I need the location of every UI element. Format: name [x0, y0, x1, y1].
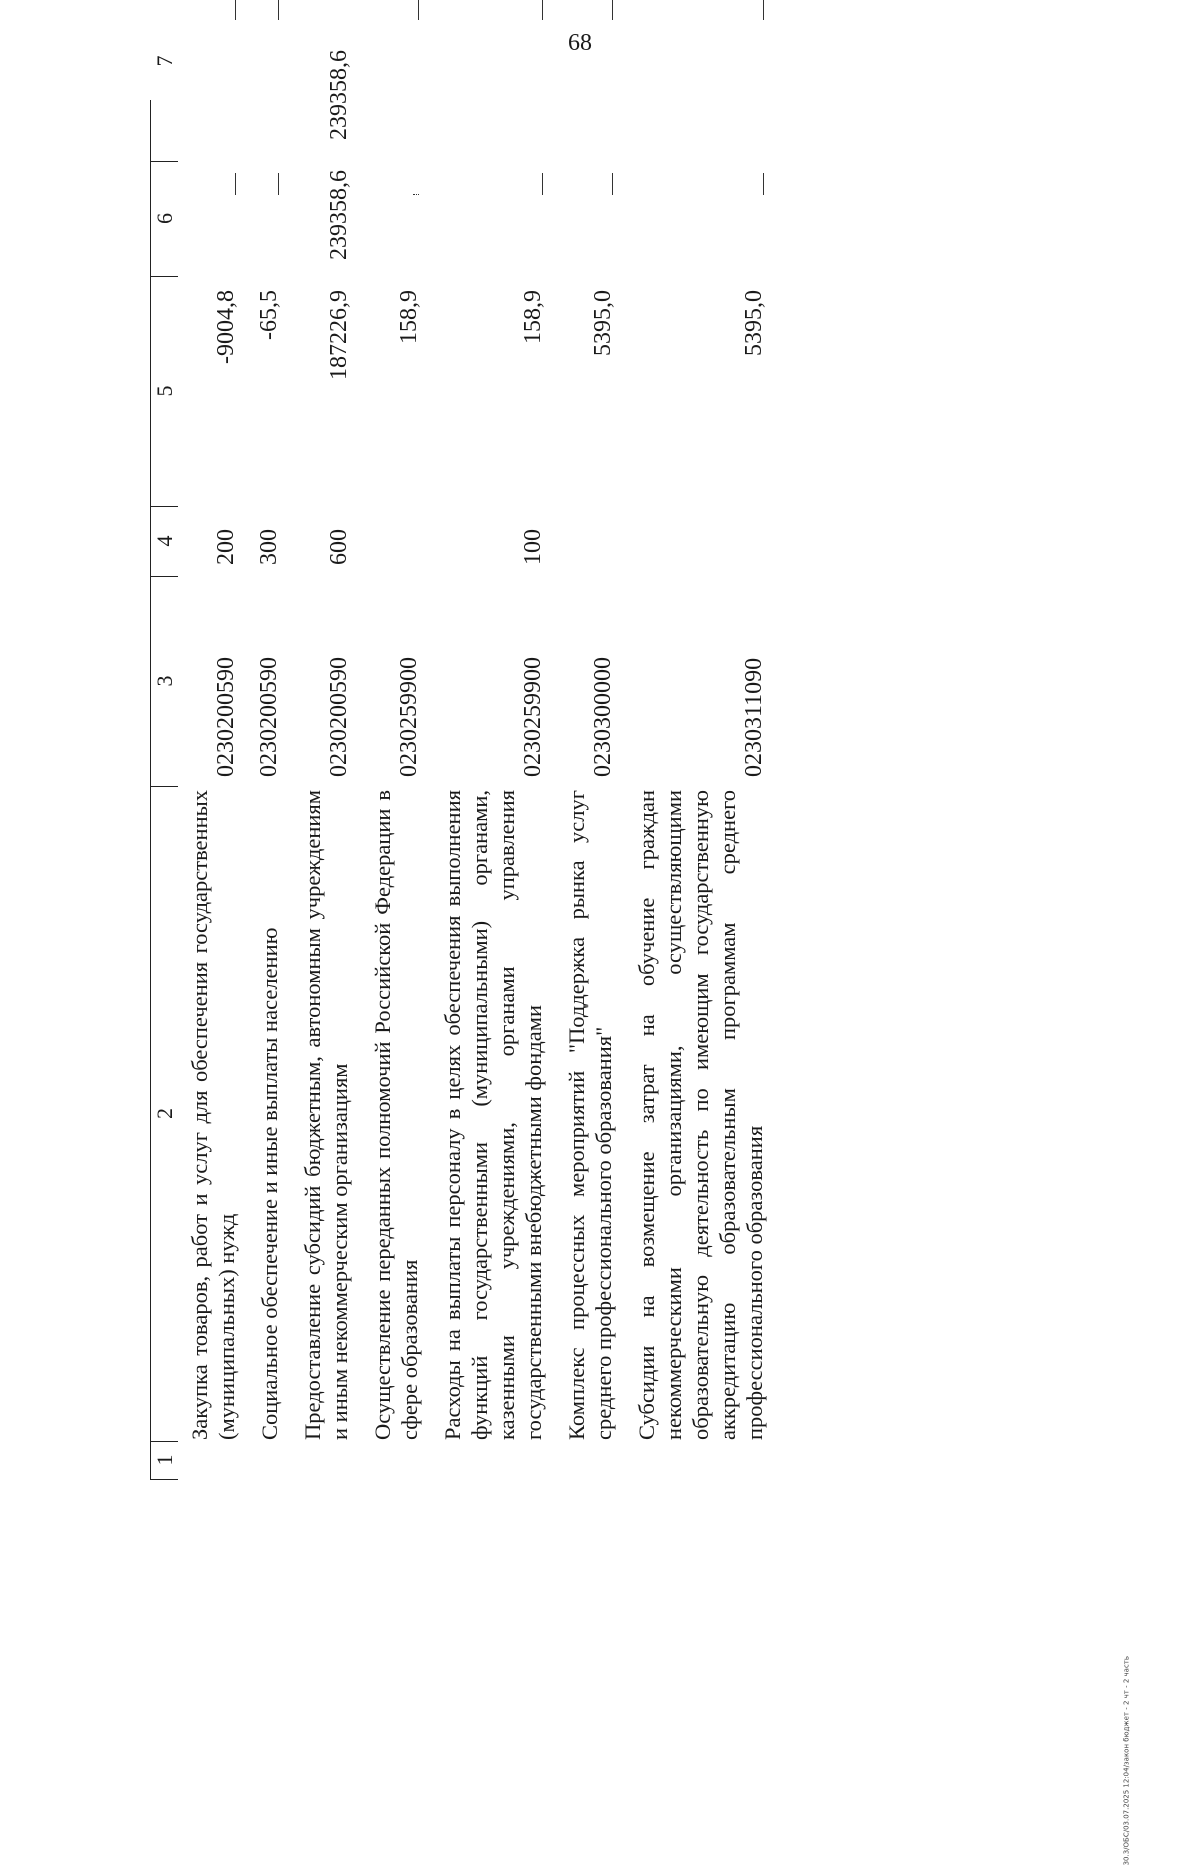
row-code: 0230200590 — [256, 657, 282, 777]
header-col-5: 5 — [150, 276, 178, 507]
row-value-5: 5395,0 — [590, 290, 616, 356]
row-value-5: -65,5 — [256, 290, 282, 340]
row-dash-7 — [542, 0, 543, 20]
row-dash-7 — [235, 0, 236, 20]
row-type: 600 — [326, 529, 352, 565]
row-description: Закупка товаров, работ и услуг для обеспечения государственных (муниципальных) нужд — [187, 790, 239, 1440]
row-type: 200 — [213, 529, 239, 565]
row-type: 300 — [256, 529, 282, 565]
row-dash-6 — [413, 194, 419, 195]
row-description: Комплекс процессных мероприятий "Поддержка рынка услуг среднего профессионального образования" — [564, 790, 616, 1440]
row-code: 0230200590 — [326, 657, 352, 777]
header-col-2: 2 — [150, 786, 178, 1442]
table-row — [439, 100, 547, 1480]
rotated-table — [150, 50, 1000, 1480]
table-row — [256, 100, 283, 1480]
row-dash-6 — [763, 173, 764, 195]
row-value-7: 239358,6 — [326, 50, 352, 140]
document-footer: 30.3/ОБС/03.07.2025 12:04/закон бюджет - 2 чт - 2 часть — [1122, 1656, 1130, 1865]
row-code: 0230200590 — [213, 657, 239, 777]
page-number: 68 — [568, 30, 592, 56]
table-row — [299, 50, 353, 1480]
table-header — [150, 55, 182, 1480]
row-value-5: 187226,9 — [326, 290, 352, 380]
row-value-6: 239358,6 — [326, 170, 352, 260]
row-description: Осуществление переданных полномочий Российской Федерации в сфере образования — [370, 790, 422, 1440]
header-col-1: 1 — [150, 1441, 178, 1480]
row-code: 0230300000 — [590, 657, 616, 777]
row-dash-6 — [278, 173, 279, 195]
row-dash-6 — [612, 173, 613, 195]
header-col-6: 6 — [150, 161, 178, 277]
row-dash-7 — [278, 0, 279, 20]
table-row — [633, 100, 768, 1480]
row-code: 0230311090 — [741, 657, 767, 777]
header-col-4: 4 — [150, 506, 178, 577]
row-description: Предоставление субсидий бюджетным, автономным учреждениям и иным некоммерческим организациям — [300, 790, 352, 1440]
row-description: Субсидии на возмещение затрат на обучение граждан некоммерческими организациями, осуществляющими образовательную деятельность по имеющим государственную аккредитацию образовательным программам среднего профессионального образования — [634, 790, 767, 1440]
row-dash-6 — [542, 173, 543, 195]
row-value-5: 158,9 — [396, 290, 422, 344]
row-value-5: 158,9 — [520, 290, 546, 344]
row-value-5: 5395,0 — [741, 290, 767, 356]
table-row — [563, 100, 617, 1480]
row-code: 0230259900 — [520, 657, 546, 777]
table-row — [186, 100, 240, 1480]
table-body — [186, 50, 768, 1480]
row-type: 100 — [520, 529, 546, 565]
header-col-7: 7 — [150, 0, 178, 162]
row-dash-7 — [612, 0, 613, 20]
row-code: 0230259900 — [396, 657, 422, 777]
row-dash-7 — [763, 0, 764, 20]
row-dash-7 — [418, 0, 419, 20]
row-value-5: -9004,8 — [213, 290, 239, 364]
header-col-3: 3 — [150, 576, 178, 787]
row-dash-6 — [235, 173, 236, 195]
row-description: Социальное обеспечение и иные выплаты населению — [257, 927, 282, 1440]
table-row — [369, 100, 423, 1480]
row-description: Расходы на выплаты персоналу в целях обеспечения выполнения функций государственными (муниципальными) органами, казенными учреждениями, органами управления государственными внебюджетными фондами — [440, 790, 546, 1440]
